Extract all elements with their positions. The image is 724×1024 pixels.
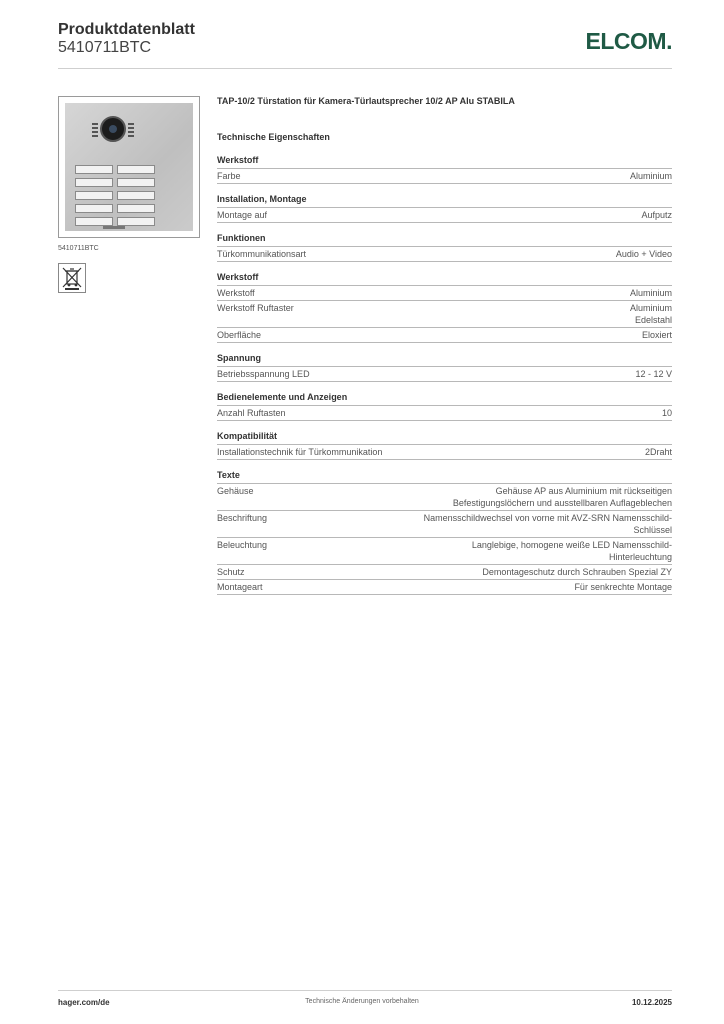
spec-value: Aluminium bbox=[629, 171, 672, 181]
spec-group-title: Kompatibilität bbox=[217, 430, 672, 445]
spec-label: Werkstoff bbox=[217, 288, 255, 298]
spec-group-title: Werkstoff bbox=[217, 154, 672, 169]
call-button bbox=[75, 204, 113, 213]
call-button bbox=[117, 191, 155, 200]
spec-group bbox=[217, 193, 672, 223]
footer-date: 10.12.2025 bbox=[631, 998, 672, 1007]
spec-value: 12 - 12 V bbox=[635, 369, 672, 379]
footer-divider bbox=[58, 990, 672, 991]
call-button bbox=[75, 165, 113, 174]
spec-row bbox=[217, 328, 672, 343]
spec-heading: Technische Eigenschaften bbox=[217, 132, 330, 142]
spec-value: Aluminium Edelstahl bbox=[629, 303, 672, 325]
spec-content bbox=[217, 96, 672, 604]
spec-value: Langlebige, homogene weiße LED Namensschild- Hinterleuchtung bbox=[471, 540, 672, 562]
article-number: 5410711BTC bbox=[58, 39, 152, 56]
spec-group bbox=[217, 154, 672, 184]
spec-groups bbox=[217, 154, 672, 595]
spec-group-title: Spannung bbox=[217, 352, 672, 367]
spec-row bbox=[217, 580, 672, 595]
crossed-out-bin-icon bbox=[58, 263, 86, 293]
spec-label: Werkstoff Ruftaster bbox=[217, 303, 294, 313]
spec-label: Türkommunikationsart bbox=[217, 249, 307, 259]
spec-group-title: Bedienelemente und Anzeigen bbox=[217, 391, 672, 406]
speaker-grille-left bbox=[92, 123, 98, 137]
spec-label: Montage auf bbox=[217, 210, 268, 220]
call-button bbox=[117, 204, 155, 213]
spec-group bbox=[217, 352, 672, 382]
image-caption: 5410711BTC bbox=[58, 245, 99, 252]
spec-value: Eloxiert bbox=[641, 330, 672, 340]
spec-row bbox=[217, 445, 672, 460]
spec-label: Anzahl Ruftasten bbox=[217, 408, 286, 418]
brand-plate bbox=[103, 226, 125, 229]
spec-row bbox=[217, 511, 672, 538]
spec-row bbox=[217, 367, 672, 382]
spec-label: Schutz bbox=[217, 567, 245, 577]
spec-label: Oberfläche bbox=[217, 330, 262, 340]
spec-row bbox=[217, 565, 672, 580]
spec-row bbox=[217, 301, 672, 328]
spec-row bbox=[217, 538, 672, 565]
call-button bbox=[75, 217, 113, 226]
spec-label: Gehäuse bbox=[217, 486, 254, 496]
spec-row bbox=[217, 169, 672, 184]
spec-group bbox=[217, 232, 672, 262]
spec-group-title: Funktionen bbox=[217, 232, 672, 247]
call-button-grid bbox=[75, 165, 155, 226]
spec-value: 2Draht bbox=[644, 447, 672, 457]
spec-group-title: Texte bbox=[217, 469, 672, 484]
spec-label: Installationstechnik für Türkommunikation bbox=[217, 447, 383, 457]
spec-label: Farbe bbox=[217, 171, 241, 181]
spec-value: Audio + Video bbox=[615, 249, 672, 259]
call-button bbox=[117, 217, 155, 226]
spec-value: Aufputz bbox=[641, 210, 672, 220]
door-station-icon bbox=[65, 103, 193, 231]
footer-note: Technische Änderungen vorbehalten bbox=[305, 998, 419, 1005]
spec-group bbox=[217, 469, 672, 595]
footer-website: hager.com/de bbox=[58, 998, 110, 1007]
spec-group-title: Installation, Montage bbox=[217, 193, 672, 208]
spec-value: Aluminium bbox=[629, 288, 672, 298]
spec-value: 10 bbox=[661, 408, 672, 418]
spec-row bbox=[217, 247, 672, 262]
spec-value: Demontageschutz durch Schrauben Spezial ZY bbox=[482, 567, 672, 577]
spec-group-title: Werkstoff bbox=[217, 271, 672, 286]
call-button bbox=[117, 178, 155, 187]
product-name: TAP-10/2 Türstation für Kamera-Türlautsprecher 10/2 AP Alu STABILA bbox=[217, 96, 515, 106]
spec-row bbox=[217, 286, 672, 301]
spec-group bbox=[217, 271, 672, 343]
speaker-grille-right bbox=[128, 123, 134, 137]
page-title: Produktdatenblatt bbox=[58, 21, 195, 38]
spec-value: Für senkrechte Montage bbox=[574, 582, 672, 592]
call-button bbox=[75, 178, 113, 187]
product-image bbox=[58, 96, 200, 238]
brand-logo: ELCOM. bbox=[585, 28, 672, 54]
camera-icon bbox=[100, 116, 126, 142]
spec-label: Beleuchtung bbox=[217, 540, 268, 550]
spec-label: Betriebsspannung LED bbox=[217, 369, 310, 379]
call-button bbox=[117, 165, 155, 174]
spec-row bbox=[217, 208, 672, 223]
spec-value: Namensschildwechsel von vorne mit AVZ-SRN Namensschild- Schlüssel bbox=[423, 513, 672, 535]
spec-group bbox=[217, 391, 672, 421]
spec-row bbox=[217, 406, 672, 421]
spec-row bbox=[217, 484, 672, 511]
spec-label: Montageart bbox=[217, 582, 263, 592]
spec-value: Gehäuse AP aus Aluminium mit rückseitigen Befestigungslöchern und ausstellbaren Auflageblechen bbox=[452, 486, 672, 508]
spec-label: Beschriftung bbox=[217, 513, 268, 523]
spec-group bbox=[217, 430, 672, 460]
header-divider bbox=[58, 68, 672, 69]
call-button bbox=[75, 191, 113, 200]
